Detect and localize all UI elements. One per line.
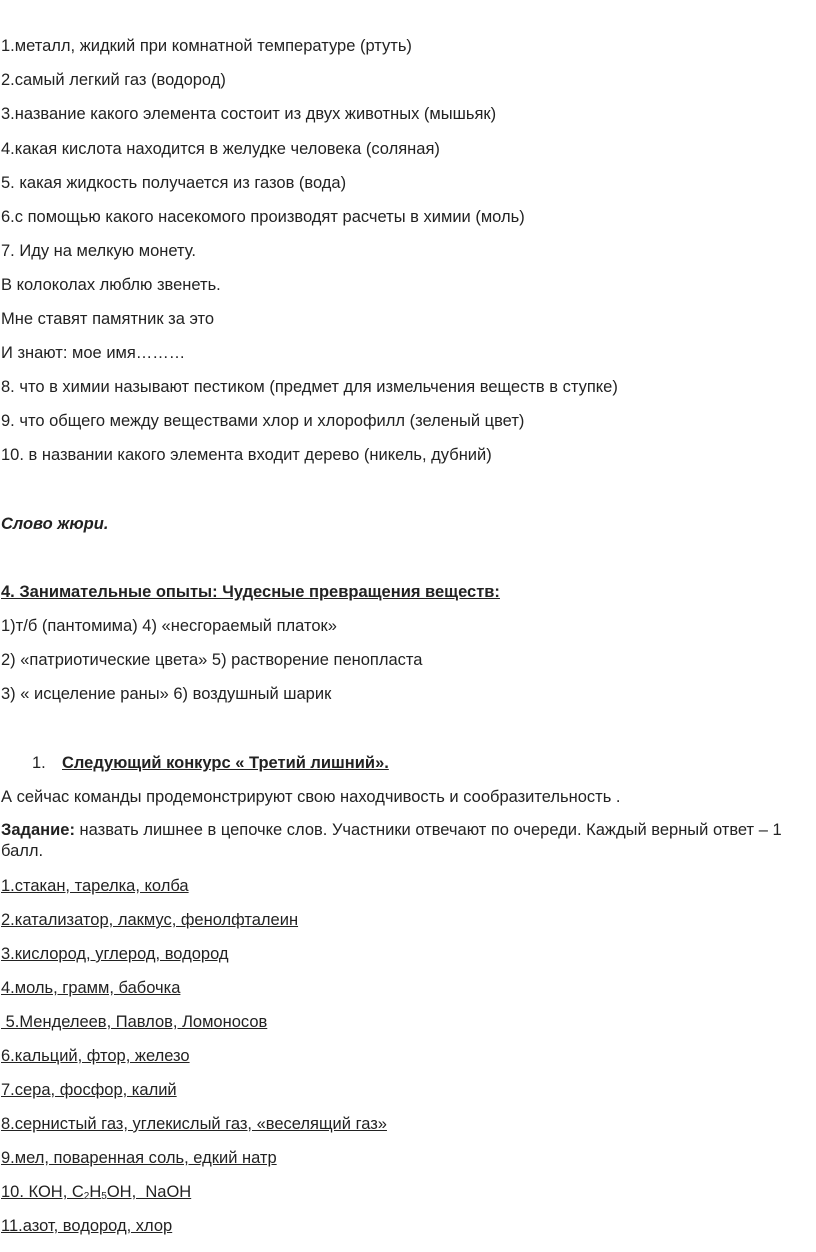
quiz-riddle-line-2: В колоколах люблю звенеть. <box>1 276 221 294</box>
item10-middle: Н <box>89 1183 102 1201</box>
quiz-question-2: 2.самый легкий газ (водород) <box>1 71 226 89</box>
odd-one-out-item-3: 3.кислород, углерод, водород <box>1 945 229 963</box>
quiz-question-8: 8. что в химии называют пестиком (предмет для измельчения веществ в ступке) <box>1 378 618 396</box>
odd-one-out-item-8: 8.сернистый газ, углекислый газ, «веселящий газ» <box>1 1115 387 1133</box>
experiments-line-1: 1)т/б (пантомима) 4) «несгораемый платок» <box>1 617 337 635</box>
quiz-question-4: 4.какая кислота находится в желудке человека (соляная) <box>1 140 440 158</box>
quiz-riddle-line-3: Мне ставят памятник за это <box>1 310 215 328</box>
odd-one-out-item-4: 4.моль, грамм, бабочка <box>1 979 181 997</box>
item10-prefix: 10. КОН, С <box>1 1183 84 1201</box>
contest-number: 1. <box>32 754 46 772</box>
odd-one-out-item-2: 2.катализатор, лакмус, фенолфталеин <box>1 911 299 929</box>
contest-task <box>1 820 801 862</box>
quiz-question-9: 9. что общего между веществами хлор и хлорофилл (зеленый цвет) <box>1 412 525 430</box>
quiz-question-5: 5. какая жидкость получается из газов (вода) <box>1 174 347 192</box>
jury-heading: Слово жюри. <box>1 515 109 533</box>
quiz-question-3: 3.название какого элемента состоит из двух животных (мышьяк) <box>1 105 497 123</box>
contest-title: Следующий конкурс « Третий лишний». <box>62 754 389 772</box>
quiz-riddle-line-1: 7. Иду на мелкую монету. <box>1 242 196 260</box>
task-label: Задание: <box>1 821 75 839</box>
quiz-question-1: 1.металл, жидкий при комнатной температуре (ртуть) <box>1 37 412 55</box>
odd-one-out-item-1: 1.стакан, тарелка, колба <box>1 877 189 895</box>
item10-subscript-1: 2 <box>83 1191 90 1202</box>
odd-one-out-item-9: 9.мел, поваренная соль, едкий натр <box>1 1149 277 1167</box>
quiz-question-10: 10. в названии какого элемента входит дерево (никель, дубний) <box>1 446 492 464</box>
quiz-question-6: 6.с помощью какого насекомого производят расчеты в химии (моль) <box>1 208 525 226</box>
experiments-line-3: 3) « исцеление раны» 6) воздушный шарик <box>1 685 332 703</box>
experiments-line-2: 2) «патриотические цвета» 5) растворение пенопласта <box>1 651 423 669</box>
item10-subscript-2: 5 <box>101 1191 107 1202</box>
odd-one-out-item-10 <box>1 1182 191 1202</box>
item10-suffix: ОН, NaОН <box>106 1183 192 1201</box>
task-text: назвать лишнее в цепочке слов. Участники отвечают по очереди. Каждый верный ответ – 1 балл. <box>1 821 782 860</box>
odd-one-out-item-6: 6.кальций, фтор, железо <box>1 1047 190 1065</box>
odd-one-out-item-5: 5.Менделеев, Павлов, Ломоносов <box>1 1013 268 1031</box>
odd-one-out-item-11: 11.азот, водород, хлор <box>1 1217 173 1235</box>
section-4-title: 4. Занимательные опыты: Чудесные превращения веществ: <box>1 583 500 601</box>
odd-one-out-item-7: 7.сера, фосфор, калий <box>1 1081 177 1099</box>
quiz-riddle-line-4: И знают: мое имя……… <box>1 344 186 362</box>
contest-intro: А сейчас команды продемонстрируют свою находчивость и сообразительность . <box>1 788 621 806</box>
